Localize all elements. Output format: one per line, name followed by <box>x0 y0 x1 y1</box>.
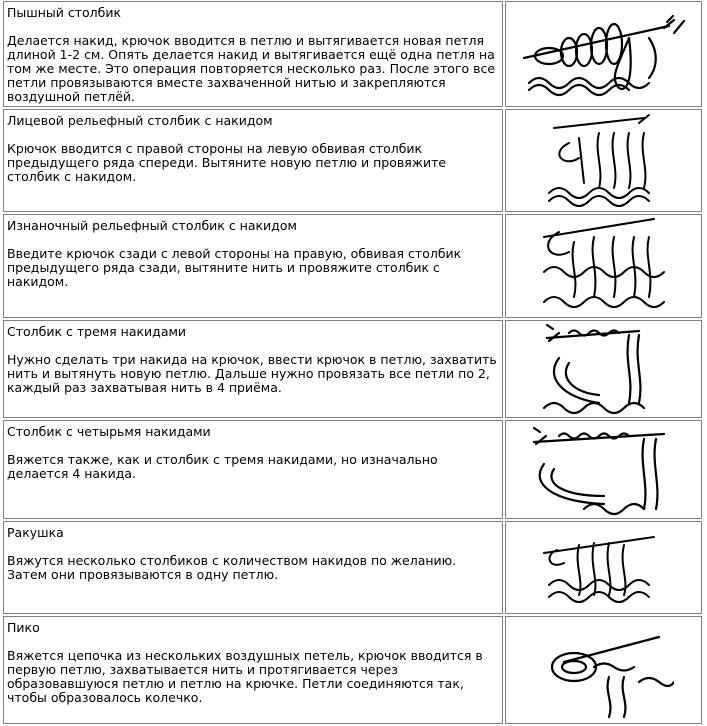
stitch-title: Пико <box>7 620 40 635</box>
front-post-stitch-illustration <box>539 113 669 209</box>
stitch-title: Столбик с четырьмя накидами <box>7 424 211 439</box>
stitch-description: Вяжется также, как и столбик с тремя накидами, но изначально делается 4 накида. <box>7 452 438 481</box>
table-row <box>3 214 702 318</box>
stitch-text-cell <box>3 420 503 519</box>
stitch-text-cell <box>3 109 503 212</box>
stitch-illustration-cell <box>505 1 702 107</box>
stitch-text-cell <box>3 214 503 318</box>
stitch-title: Пышный столбик <box>7 5 122 20</box>
stitch-title: Лицевой рельефный столбик с накидом <box>7 113 273 128</box>
stitch-description: Введите крючок сзади с левой стороны на правую, обвивая столбик предыдущего ряда сзади, вытяните нить и провяжите столбик с накидом. <box>7 246 462 289</box>
stitch-text-cell <box>3 320 503 418</box>
stitch-illustration-cell <box>505 109 702 212</box>
stitch-text-cell <box>3 1 503 107</box>
picot-illustration <box>534 622 674 718</box>
stitch-text-cell <box>3 616 503 724</box>
stitch-text-cell <box>3 521 503 614</box>
table-row <box>3 1 702 107</box>
table-row <box>3 320 702 418</box>
table-row <box>3 420 702 519</box>
stitch-description: Нужно сделать три накида на крючок, ввести крючок в петлю, захватить нить и вытянуть новую петлю. Дальше нужно провязать все петли по 2, каждый раз захватывая нить в 4 приёма. <box>7 352 497 395</box>
shell-stitch-illustration <box>539 525 669 611</box>
puff-stitch-illustration <box>509 8 699 100</box>
table-row <box>3 109 702 212</box>
table-row <box>3 521 702 614</box>
stitch-description: Крючок вводится с правой стороны на левую обвивая столбик предыдущего ряда спереди. Вытяните новую петлю и провяжите столбик с накидом. <box>7 141 447 184</box>
stitch-illustration-cell <box>505 320 702 418</box>
quadruple-crochet-illustration <box>524 424 684 516</box>
stitch-illustration-cell <box>505 420 702 519</box>
stitch-illustration-cell <box>505 521 702 614</box>
back-post-stitch-illustration <box>534 217 674 315</box>
stitch-table <box>1 0 704 726</box>
stitch-illustration-cell <box>505 616 702 724</box>
table-row <box>3 616 702 724</box>
stitch-title: Ракушка <box>7 525 64 540</box>
triple-crochet-illustration <box>539 323 669 415</box>
stitch-description: Делается накид, крючок вводится в петлю и вытягивается новая петля длиной 1-2 см. Опять делается накид и вытягивается ещё одна петля на том же месте. Это операция повторяется несколько раз. После этого все петли провязываются вместе захваченной нитью и закрепляются воздушной петлёй. <box>7 33 496 104</box>
stitch-title: Изнаночный рельефный столбик с накидом <box>7 218 297 233</box>
stitch-description: Вяжется цепочка из нескольких воздушных петель, крючок вводится в первую петлю, захватывается нить и протягивается через образовавшуюся петлю и петлю на крючке. Петли соединяются так, чтобы образовалось колечко. <box>7 648 483 705</box>
stitch-illustration-cell <box>505 214 702 318</box>
stitch-description: Вяжутся несколько столбиков с количеством накидов по желанию. Затем они провязываются в одну петлю. <box>7 553 457 582</box>
stitch-title: Столбик с тремя накидами <box>7 324 187 339</box>
